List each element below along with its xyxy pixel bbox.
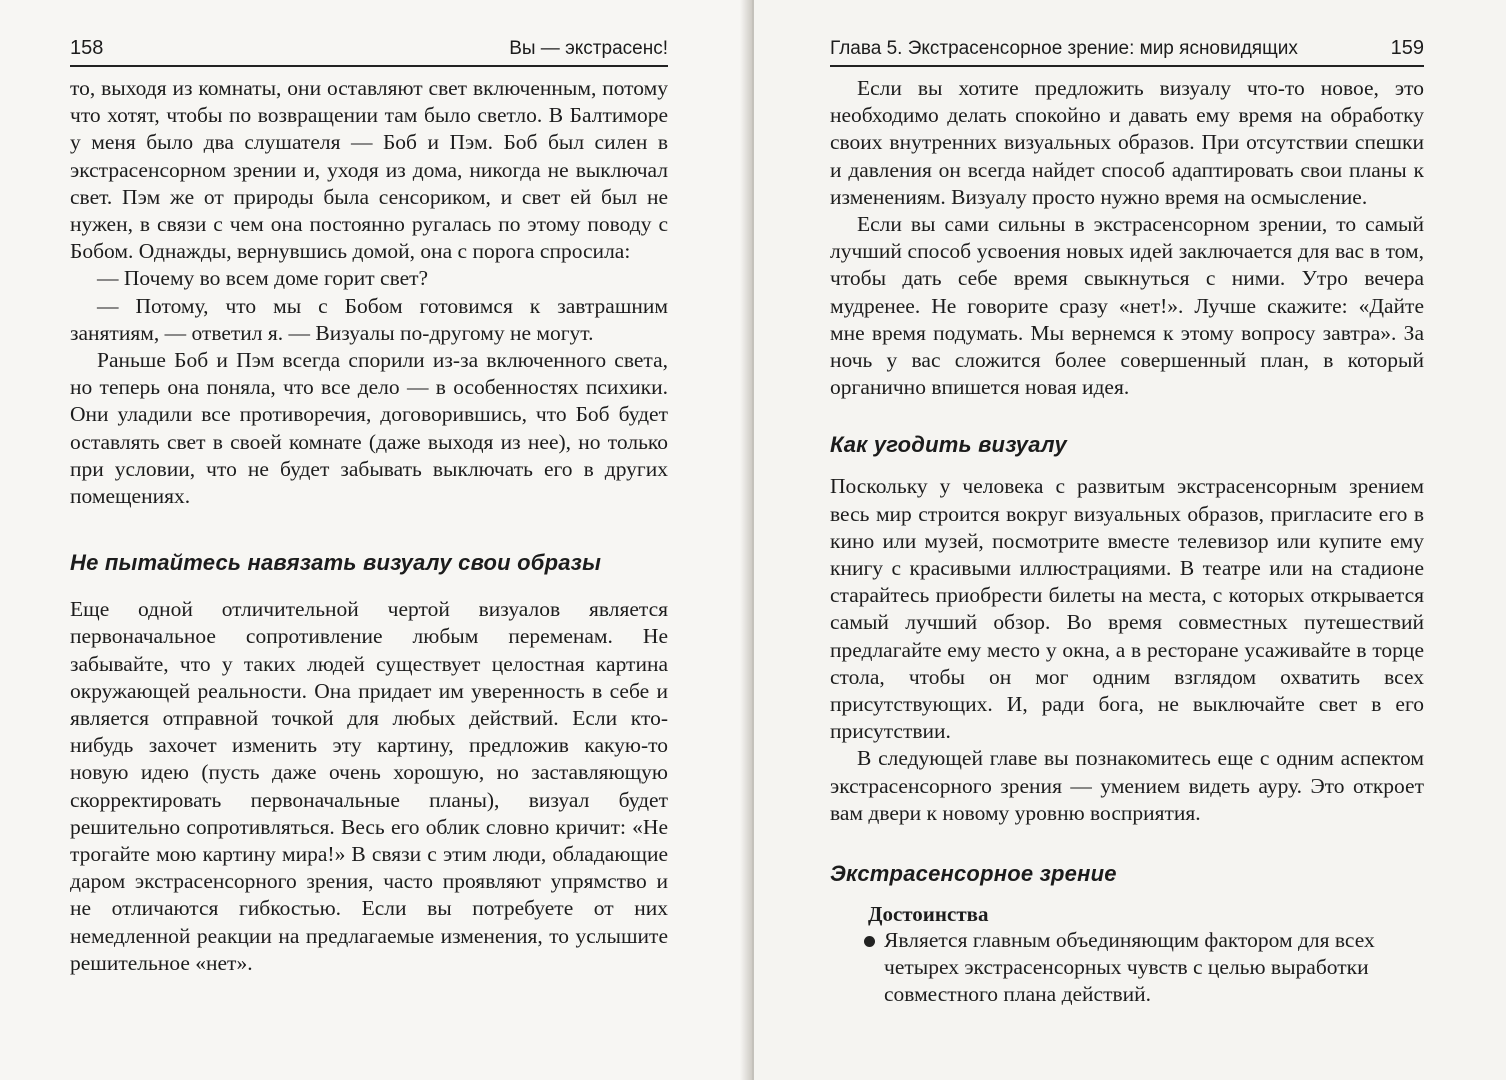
paragraph: Раньше Боб и Пэм всегда спорили из-за включенного света, но теперь она поняла, что все дело — в особенностях психики. Они уладили все противоречия, договорившись, что Боб будет оставлять свет в своей комнате (даже выходя из нее), но только при условии, что не будет забывать выключать его в других помещениях. bbox=[70, 348, 668, 509]
left-running-head bbox=[70, 34, 668, 67]
paragraph: то, выходя из комнаты, они оставляют свет включенным, потому что хотят, чтобы по возвращении там было светло. В Балтиморе у меня было два слушателя — Боб и Пэм. Боб был силен в экстрасенсорном зрении и, уходя из дома, никогда не выключал свет. Пэм же от природы была сенсориком, и свет ей был не нужен, в связи с чем она постоянно ругалась по этому поводу с Бобом. Однажды, вернувшись домой, она с порога спросила: bbox=[70, 76, 668, 264]
section-heading: Как угодить визуалу bbox=[830, 432, 1067, 458]
section-heading: Не пытайтесь навязать визуалу свои образы bbox=[70, 550, 602, 576]
right-running-head bbox=[830, 34, 1424, 67]
paragraph: Еще одной отличительной чертой визуалов является первоначальное сопротивление любым переменам. Не забывайте, что у таких людей существует целостная картина окружающей реальности. Она придает им уверенность в себе и является отправной точкой для любых действий. Если кто-нибудь захочет изменить эту картину, предложив какую-то новую идею (пусть даже очень хорошую, но заставляющую скорректировать первоначальные планы), визуал будет решительно сопротивляться. Весь его облик словно кричит: «Не трогайте мою картину мира!» В связи с этим люди, обладающие даром экстрасенсорного зрения, часто проявляют упрямство и не отличаются гибкостью. Если вы потребуете от них немедленной реакции на предлагаемые изменения, то услышите решительное «нет». bbox=[70, 597, 668, 975]
bullet-icon bbox=[864, 936, 875, 947]
list-item-text: Является главным объединяющим фактором для всех четырех экстрасенсорных чувств с целью выработки совместного плана действий. bbox=[884, 928, 1375, 1007]
paragraph: — Потому, что мы с Бобом готовимся к завтрашним занятиям, — ответил я. — Визуалы по-другому не могут. bbox=[70, 293, 668, 345]
left-page bbox=[0, 0, 752, 1080]
right-running-title: Глава 5. Экстрасенсорное зрение: мир ясновидящих bbox=[830, 38, 1298, 59]
bullet-list bbox=[830, 927, 1424, 1009]
paragraph: Если вы сами сильны в экстрасенсорном зрении, то самый лучший способ усвоения новых идей заключается для вас в том, чтобы дать себе время свыкнуться с ними. Утро вечера мудренее. Не говорите сразу «нет!». Лучше скажите: «Дайте мне время подумать. Мы вернемся к этому вопросу завтра». За ночь у вас сложится более совершенный план, в который органично впишется новая идея. bbox=[830, 212, 1424, 400]
paragraph: В следующей главе вы познакомитесь еще с одним аспектом экстрасенсорного зрения — умением видеть ауру. Это откроет вам двери к новому уровню восприятия. bbox=[830, 746, 1424, 825]
right-body-text bbox=[830, 75, 1424, 1009]
right-page-number: 159 bbox=[1390, 37, 1424, 59]
left-page-number: 158 bbox=[70, 37, 104, 59]
list-item bbox=[864, 927, 1424, 1009]
right-page bbox=[754, 0, 1506, 1080]
paragraph: Если вы хотите предложить визуалу что-то новое, это необходимо делать спокойно и давать ему время на обработку своих внутренних визуальных образов. При отсутствии спешки и давления он всегда найдет способ адаптировать свои планы к изменениям. Визуалу просто нужно время на осмысление. bbox=[830, 76, 1424, 209]
left-running-title: Вы — экстрасенс! bbox=[509, 38, 668, 59]
paragraph: — Почему во всем доме горит свет? bbox=[97, 266, 429, 291]
paragraph: Поскольку у человека с развитым экстрасенсорным зрением весь мир строится вокруг визуальных образов, пригласите его в кино или музей, посмотрите вместе телевизор или купите ему книгу с красивыми иллюстрациями. В театре или на стадионе старайтесь приобрести билеты на места, с которых открывается самый лучший обзор. Во время совместных путешествий предлагайте ему место у окна, а в ресторане усаживайте в торце стола, чтобы он мог одним взглядом охватить всех присутствующих. И, ради бога, не выключайте свет в его присутствии. bbox=[830, 474, 1424, 744]
subheading: Достоинства bbox=[868, 902, 989, 927]
left-body-text bbox=[70, 75, 668, 977]
section-heading: Экстрасенсорное зрение bbox=[830, 861, 1117, 887]
